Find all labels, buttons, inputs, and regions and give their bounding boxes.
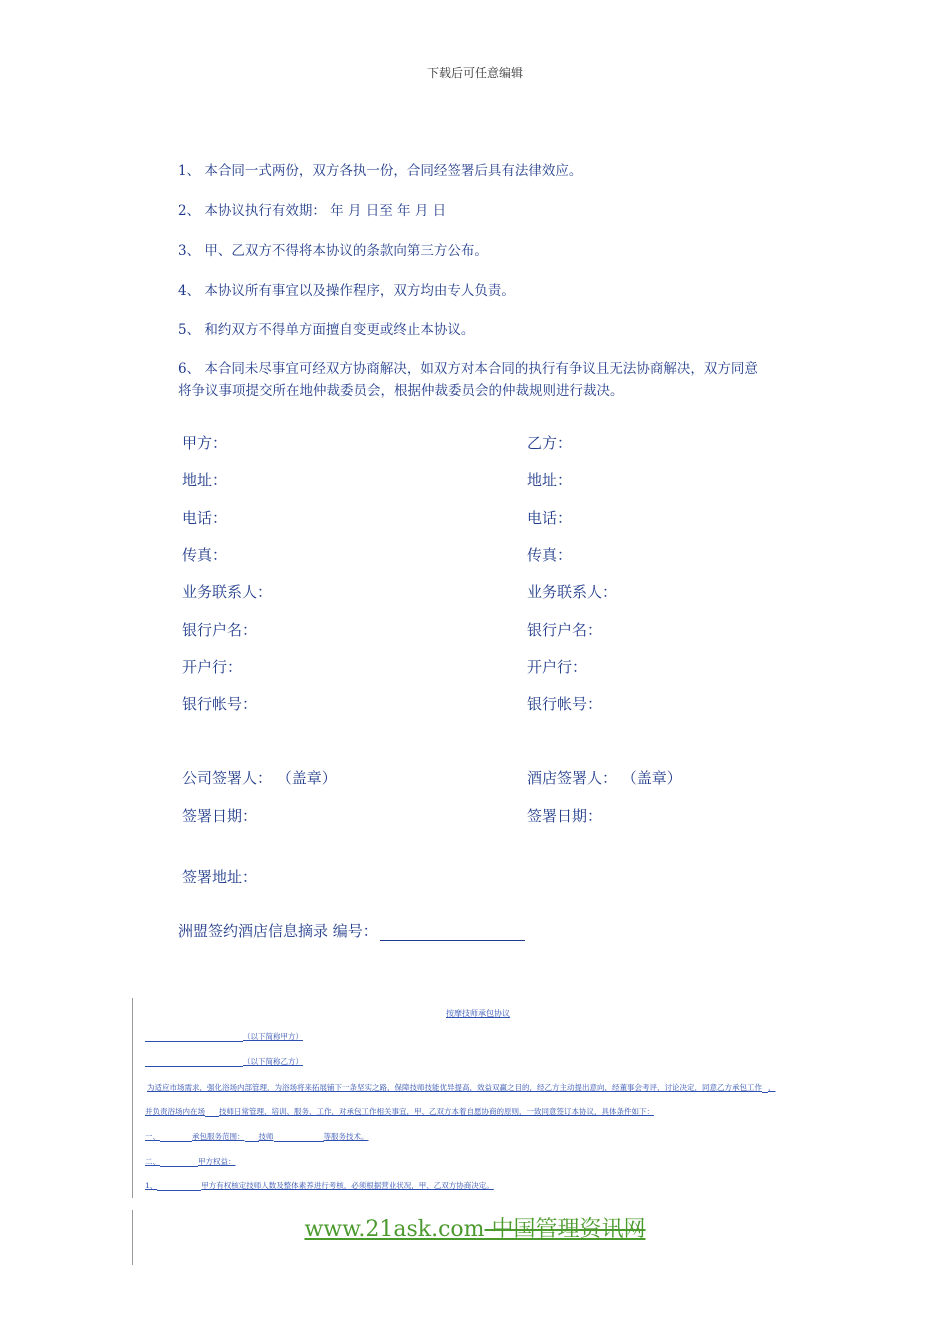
embedded-line-1-text: （以下简称甲方） [243, 1032, 303, 1041]
party-a-address: 地址： [182, 471, 228, 489]
party-b-fax: 传真： [527, 546, 573, 564]
embedded-line-5b: 承包服务范围： [192, 1132, 245, 1141]
embedded-line-3 [147, 1082, 776, 1093]
party-b-name: 乙方： [527, 434, 573, 452]
embedded-document [132, 998, 823, 1198]
party-a-fax: 传真： [182, 546, 228, 564]
party-a-account-number: 银行帐号： [182, 695, 258, 713]
blank-f [245, 1133, 259, 1142]
blank-b [145, 1058, 243, 1067]
embedded-line-2 [145, 1056, 303, 1067]
party-a-name: 甲方： [182, 434, 228, 452]
blank-e [160, 1133, 192, 1142]
blank-a [145, 1033, 243, 1042]
clause-4: 4、 本协议所有事宜以及操作程序，双方均由专人负责。 [178, 283, 515, 299]
embedded-line-6b: 甲方权益： [198, 1157, 236, 1166]
embedded-line-4b-text: 技师日常管理、培训、服务、工作，对承包工作相关事宜，甲、乙双方本着自愿协商的原则，一致同意签订本协议，具体条件如下： [219, 1107, 654, 1116]
party-a-bank-account-name: 银行户名： [182, 621, 258, 639]
embedded-line-7 [145, 1180, 494, 1191]
embedded-line-3-text: 为适应市场需求，强化浴场内部管理，为浴场将来拓展铺下一条坚实之路，保障技师技能优异提高，效益双赢之目的，经乙方主动提出意向，经董事会考评，讨论决定，同意乙方承包工作 [147, 1083, 762, 1092]
hotel-signer: 酒店签署人： （盖章） [527, 769, 682, 787]
embedded-line-6 [145, 1156, 236, 1167]
number-blank [380, 924, 525, 941]
embedded-line-5d: 等服务技术。 [323, 1132, 369, 1141]
party-b-contact: 业务联系人： [527, 583, 618, 601]
embedded-line-7b: 甲方有权核定技师人数及整体素养进行考核，必须根据营业状况，甲、乙双方协商决定。 [201, 1181, 494, 1190]
embedded-line-3-end: ， [768, 1083, 776, 1092]
clause-3: 3、 甲、乙双方不得将本协议的条款向第三方公布。 [178, 243, 488, 259]
watermark-name [485, 1217, 646, 1242]
clause-6: 6、 本合同未尽事宜可经双方协商解决，如双方对本合同的执行有争议且无法协商解决，双方同意将争议事项提交所在地仲裁委员会，根据仲裁委员会的仲裁规则进行裁决。 [178, 361, 758, 399]
blank-i [157, 1182, 201, 1191]
party-b-bank: 开户行： [527, 658, 588, 676]
company-signer: 公司签署人： （盖章） [182, 769, 337, 787]
party-a-bank: 开户行： [182, 658, 243, 676]
embedded-line-4 [145, 1106, 654, 1117]
clause-2: 2、 本协议执行有效期： 年 月 日至 年 月 日 [178, 203, 447, 219]
embedded-line-5 [145, 1131, 369, 1142]
blank-d [205, 1108, 219, 1117]
clause-1: 1、 本合同一式两份，双方各执一份，合同经签署后具有法律效应。 [178, 163, 583, 179]
hotel-info-title-text: 洲盟签约酒店信息摘录 编号： [178, 922, 378, 940]
watermark-name-text: 中国管理资讯网 [491, 1217, 646, 1242]
page-header: 下载后可任意编辑 [426, 66, 523, 80]
embedded-line-2-text: （以下简称乙方） [243, 1057, 303, 1066]
embedded-line-5c: 技师 [258, 1132, 274, 1141]
embedded-line-6a: 二、 [145, 1157, 160, 1166]
party-b-bank-account-name: 银行户名： [527, 621, 603, 639]
embedded-title: 按摩技师承包协议 [446, 1009, 510, 1018]
watermark-url[interactable]: www.21ask.com [304, 1217, 485, 1242]
party-b-account-number: 银行帐号： [527, 695, 603, 713]
sign-date-b: 签署日期： [527, 807, 603, 825]
sign-address: 签署地址： [182, 868, 258, 886]
embedded-line-1 [145, 1031, 303, 1042]
party-a-contact: 业务联系人： [182, 583, 273, 601]
clause-5: 5、 和约双方不得单方面擅自变更或终止本协议。 [178, 322, 475, 338]
party-b-address: 地址： [527, 471, 573, 489]
sign-date-a: 签署日期： [182, 807, 258, 825]
site-watermark[interactable] [0, 1212, 950, 1243]
blank-g [274, 1133, 324, 1142]
hotel-info-title [178, 920, 525, 941]
party-b-phone: 电话： [527, 509, 573, 527]
embedded-line-7a: 1、 [145, 1181, 158, 1190]
party-a-phone: 电话： [182, 509, 228, 527]
blank-h [160, 1158, 198, 1167]
embedded-line-5a: 一、 [145, 1132, 160, 1141]
embedded-line-4-text: 并负责浴场内在场 [145, 1107, 205, 1116]
